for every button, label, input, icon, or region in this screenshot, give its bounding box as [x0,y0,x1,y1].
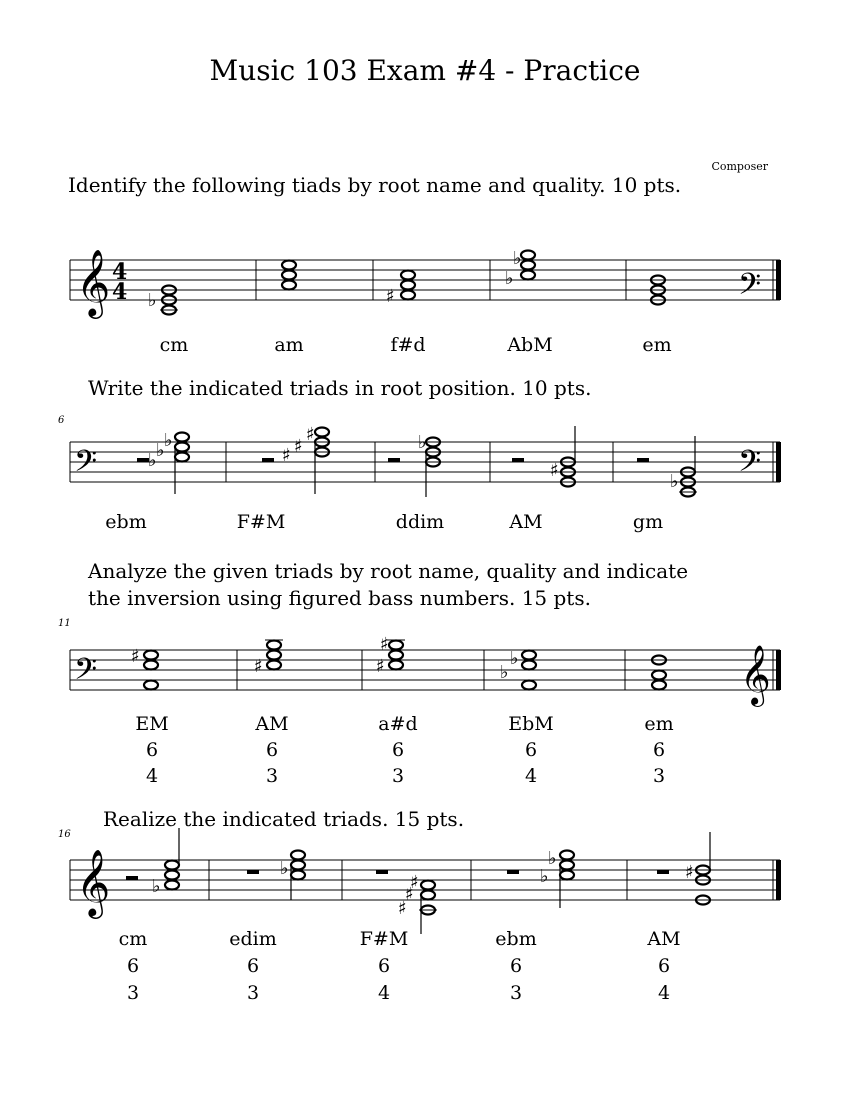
figured-bass: 6 [391,739,405,761]
half-rest-icon [262,458,274,462]
instruction-3b: the inversion using figured bass numbers. 15 pts. [88,586,591,610]
figured-bass: 3 [391,765,405,787]
chord-ebm [560,851,574,909]
flat-icon: ♭ [148,290,157,311]
svg-text:♯: ♯ [685,862,694,883]
svg-text:♯: ♯ [282,445,291,466]
svg-text:♯: ♯ [550,460,559,481]
chord-am [282,261,296,290]
measure-number: 6 [58,415,65,426]
staff-system-3 [0,620,850,720]
chord-label: gm [632,511,664,533]
svg-text:♯: ♯ [405,884,414,905]
chord-label: a#d [378,713,418,735]
figured-bass: 4 [524,765,538,787]
figured-bass: 3 [126,982,140,1004]
chord-am [561,426,575,487]
chord-gm [679,436,697,497]
chord-label: EM [135,713,169,735]
final-barline [776,260,781,300]
half-rest-icon [247,870,259,874]
half-rest-icon [637,458,649,462]
figured-bass: 6 [509,955,523,977]
chord-abm [521,251,535,280]
figured-bass: 4 [657,982,671,1004]
figured-bass: 6 [657,955,671,977]
chord-asd [387,640,405,670]
figured-bass: 6 [265,739,279,761]
chord-fsd [401,271,415,300]
svg-text:♭: ♭ [164,430,173,451]
chord-fsm [419,881,437,935]
chord-am [265,640,283,670]
staff-system-1 [0,230,850,330]
half-rest-icon [388,458,400,462]
svg-text:♯: ♯ [380,634,389,655]
chord-ddim [426,438,440,498]
chord-fsm [315,428,329,495]
figured-bass: 6 [524,739,538,761]
chord-label: cm [159,334,189,356]
svg-text:♯: ♯ [306,424,315,445]
figured-bass: 3 [509,982,523,1004]
instruction-3a: Analyze the given triads by root name, quality and indicate [88,559,689,583]
chord-label: F#M [359,928,409,950]
staff-system-2 [0,412,850,512]
svg-text:♭: ♭ [510,648,519,669]
time-signature-top: 4 [112,259,128,285]
treble-clef-icon: 𝄞 [76,848,111,916]
chord-am [696,832,710,905]
chord-label: AM [509,511,543,533]
instruction-2: Write the indicated triads in root position. 10 pts. [88,376,592,400]
svg-text:♭: ♭ [148,450,157,471]
svg-text:♯: ♯ [131,646,140,667]
half-rest-icon [376,870,388,874]
chord-label: ddim [395,511,445,533]
svg-text:♭: ♭ [500,662,509,683]
svg-text:♭: ♭ [152,876,161,897]
svg-text:♭: ♭ [418,432,427,453]
composer-credit: Composer [711,160,768,173]
svg-text:♯: ♯ [410,872,419,893]
svg-text:♭: ♭ [156,440,165,461]
chord-label: EbM [508,713,554,735]
half-rest-icon [657,870,669,874]
staff-system-4 [0,830,850,930]
instruction-1: Identify the following tiads by root name and quality. 10 pts. [68,173,682,197]
figured-bass: 6 [377,955,391,977]
half-rest-icon [512,458,524,462]
svg-text:♯: ♯ [294,436,303,457]
figured-bass: 6 [126,955,140,977]
chord-label: ebm [105,511,147,533]
flat-icon: ♭ [505,268,514,289]
page-title: Music 103 Exam #4 - Practice [209,54,641,87]
flat-icon: ♭ [513,248,522,269]
svg-text:♭: ♭ [548,848,557,869]
figured-bass: 4 [145,765,159,787]
chord-label: em [642,334,672,356]
figured-bass: 6 [652,739,666,761]
half-rest-icon [507,870,519,874]
figured-bass: 3 [652,765,666,787]
svg-text:♭: ♭ [280,858,289,879]
chord-label: edim [229,928,277,950]
figured-bass: 3 [265,765,279,787]
svg-text:♯: ♯ [376,656,385,677]
chord-label: am [274,334,304,356]
chord-em [652,656,666,690]
figured-bass: 6 [246,955,260,977]
chord-label: ebm [495,928,537,950]
chord-label: AM [255,713,289,735]
chord-label: em [644,713,674,735]
chord-label: AbM [507,334,553,356]
figured-bass: 3 [246,982,260,1004]
chord-label: cm [118,928,148,950]
time-signature-bottom: 4 [112,279,128,305]
svg-text:♯: ♯ [398,898,407,919]
bass-clef-icon: 𝄢 [74,653,98,694]
bass-clef-icon: 𝄢 [74,445,98,486]
chord-label: AM [647,928,681,950]
sharp-icon: ♯ [386,286,395,307]
svg-text:♯: ♯ [254,656,263,677]
treble-clef-icon: 𝄞 [76,248,111,316]
bass-clef-icon: 𝄢 [738,445,762,486]
svg-text:♭: ♭ [670,471,679,492]
svg-text:♭: ♭ [540,866,549,887]
bass-clef-icon: 𝄢 [738,268,762,309]
chord-edim [291,851,305,901]
measure-number: 16 [58,829,71,840]
chord-label: F#M [236,511,286,533]
figured-bass: 6 [145,739,159,761]
figured-bass: 4 [377,982,391,1004]
measure-number: 11 [58,618,71,629]
treble-clef-icon: 𝄞 [740,645,771,705]
half-rest-icon [126,876,138,880]
chord-label: f#d [390,334,426,356]
instruction-4: Realize the indicated triads. 15 pts. [103,807,465,831]
